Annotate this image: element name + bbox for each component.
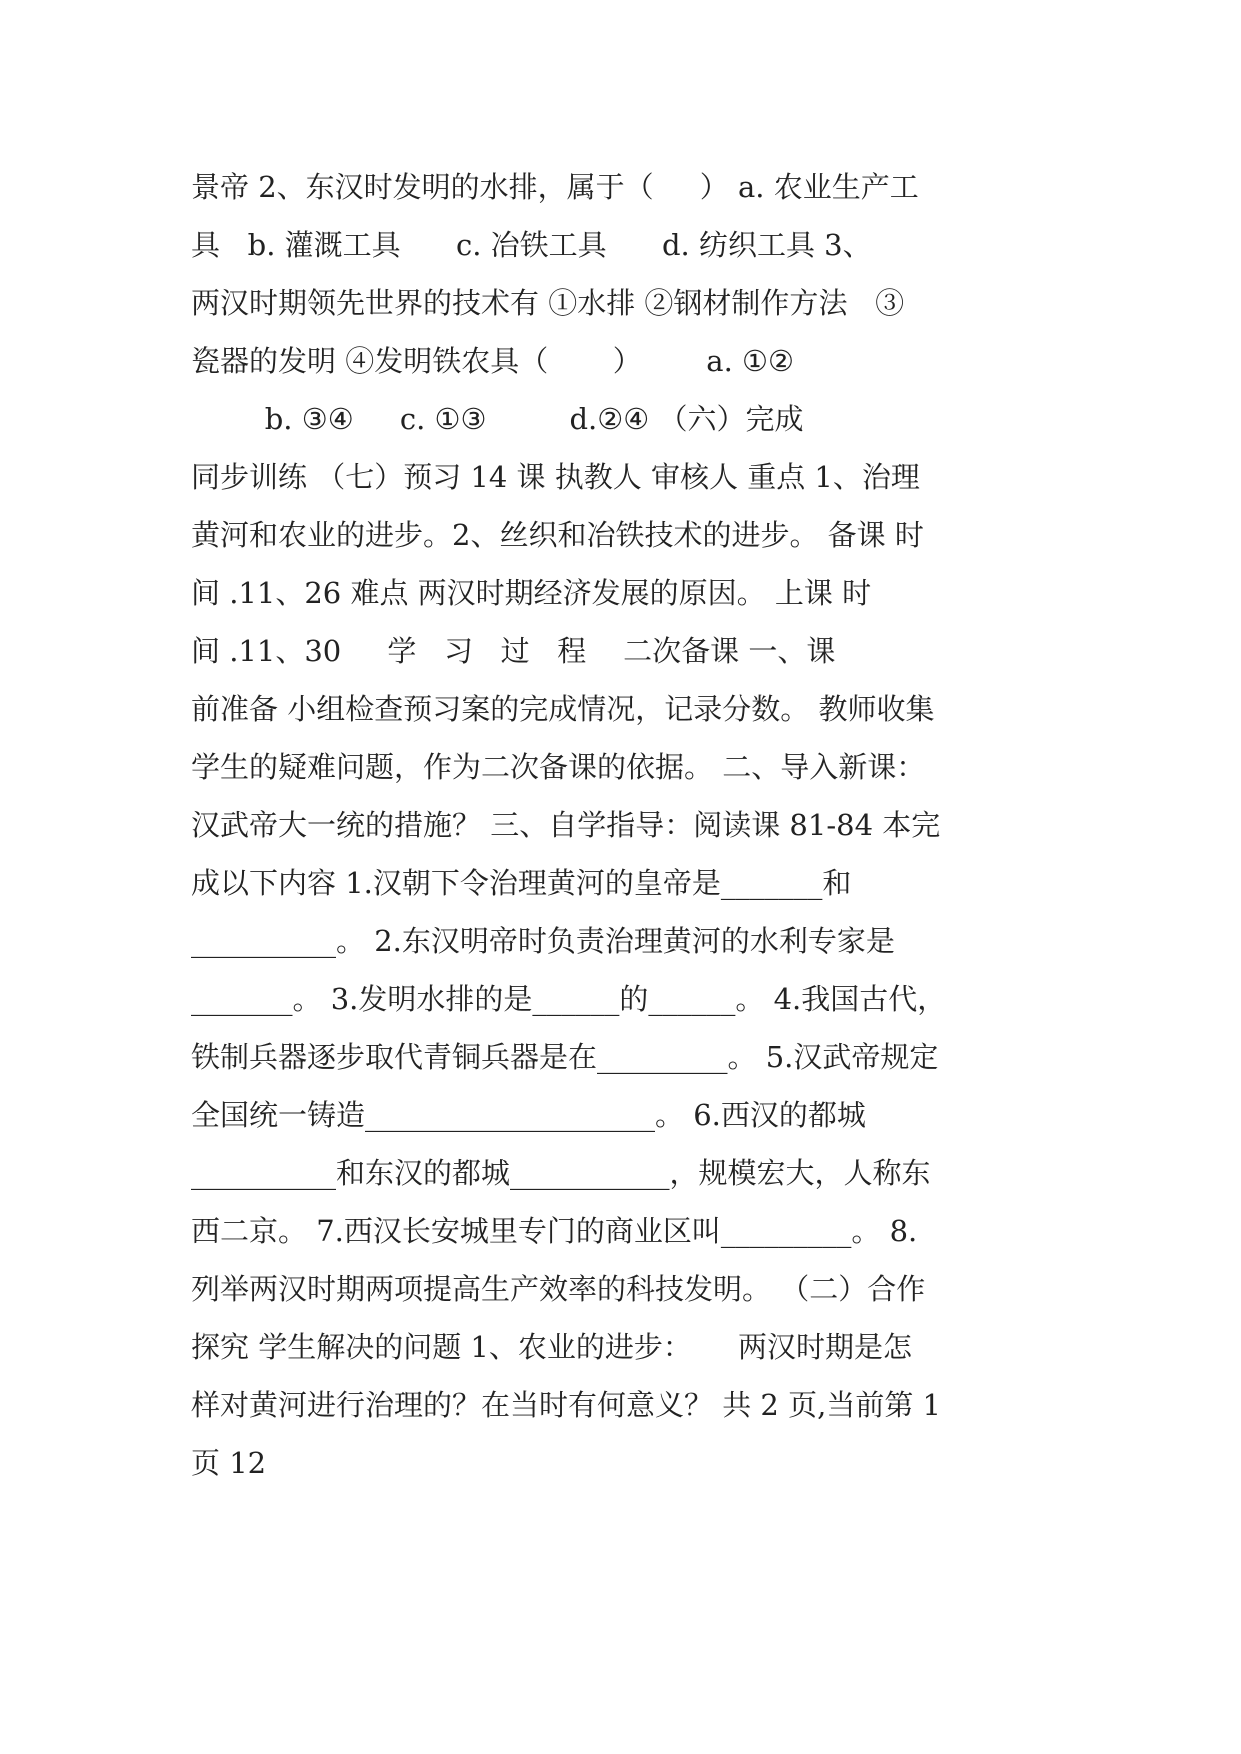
text-line-5: b. ③④ c. ①③ d.②④ （六）完成	[191, 402, 804, 436]
text-line-22: 样对黄河进行治理的？在当时有何意义？ 共 2 页,当前第 1	[191, 1388, 941, 1422]
text-line-23: 页 12	[191, 1446, 267, 1480]
text-line-13: 成以下内容 1.汉朝下令治理黄河的皇帝是_______和	[191, 866, 852, 900]
text-line-18: __________和东汉的都城___________，规模宏大，人称东	[191, 1156, 931, 1190]
text-line-7: 黄河和农业的进步。2、丝织和冶铁技术的进步。 备课 时	[191, 518, 924, 552]
text-line-19: 西二京。 7.西汉长安城里专门的商业区叫_________。 8.	[191, 1214, 918, 1248]
text-line-9: 间 .11、30 学 习 过 程 二次备课 一、课	[191, 634, 836, 668]
document-body	[191, 158, 1071, 1492]
text-line-6: 同步训练 （七）预习 14 课 执教人 审核人 重点 1、治理	[191, 460, 920, 494]
text-line-1: 景帝 2、东汉时发明的水排，属于（ ） a. 农业生产工	[191, 170, 919, 204]
text-line-16: 铁制兵器逐步取代青铜兵器是在_________。 5.汉武帝规定	[191, 1040, 939, 1074]
text-line-14: __________。 2.东汉明帝时负责治理黄河的水利专家是	[191, 924, 895, 958]
text-line-20: 列举两汉时期两项提高生产效率的科技发明。 （二）合作	[191, 1272, 926, 1306]
text-line-8: 间 .11、26 难点 两汉时期经济发展的原因。 上课 时	[191, 576, 872, 610]
text-line-3: 两汉时期领先世界的技术有 ①水排 ②钢材制作方法 ③	[191, 286, 905, 320]
text-line-15: _______。 3.发明水排的是______的______。 4.我国古代，	[191, 982, 947, 1016]
text-line-4: 瓷器的发明 ④发明铁农具（ ） a. ①②	[191, 344, 794, 378]
text-line-17: 全国统一铸造____________________。 6.西汉的都城	[191, 1098, 866, 1132]
text-line-21: 探究 学生解决的问题 1、农业的进步： 两汉时期是怎	[191, 1330, 912, 1364]
text-line-12: 汉武帝大一统的措施？ 三、自学指导：阅读课 81-84 本完	[191, 808, 941, 842]
text-line-11: 学生的疑难问题，作为二次备课的依据。 二、导入新课：	[191, 750, 926, 784]
text-line-10: 前准备 小组检查预习案的完成情况，记录分数。 教师收集	[191, 692, 935, 726]
text-line-2: 具 b. 灌溉工具 c. 冶铁工具 d. 纺织工具 3、	[191, 228, 872, 262]
